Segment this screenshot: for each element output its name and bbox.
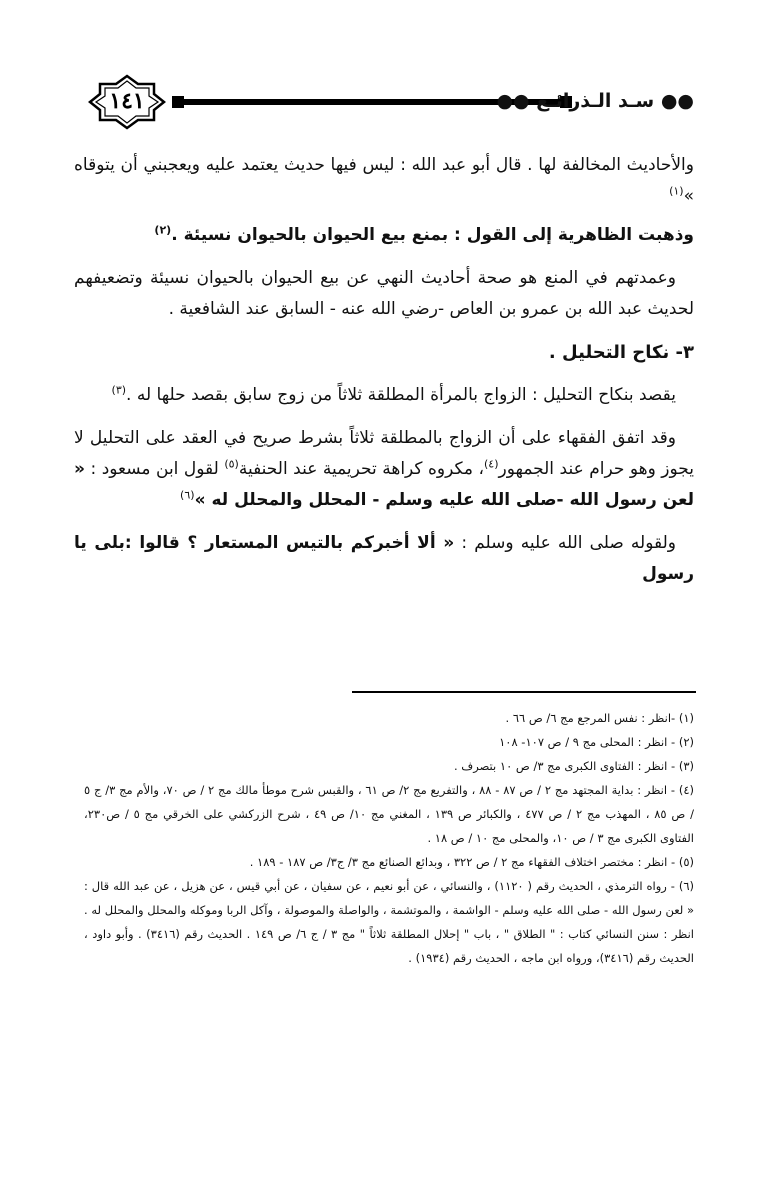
footnote-ref: (٤) (483, 457, 499, 471)
paragraph-text: لقول ابن مسعود : (84, 459, 225, 479)
title-tail-dots: ●● (496, 90, 530, 112)
page-number: ١٤١ (109, 88, 145, 114)
paragraph-bold (74, 220, 694, 251)
paragraph-text: وقد اتفق الفقهاء على أن الزواج بالمطلقة ثلاثاً بشرط صريح في العقد على التحليل لا يجوز وهو حرام عند الجمهور (74, 428, 694, 479)
main-text (74, 150, 694, 602)
header-rule-block (172, 96, 184, 108)
hadith-quote: « لعن رسول الله -صلى الله عليه وسلم - المحلل والمحلل له » (74, 459, 694, 510)
footnote-ref: (١) (669, 184, 684, 198)
footnote: (٥) - انظر : مختصر اختلاف الفقهاء مج ٢ / ص ٣٢٢ ، وبدائع الصنائع مج ٣/ ج٣/ ص ١٨٧ - ١٨٩ . (249, 855, 694, 869)
footnote-ref: (٣) (111, 383, 127, 397)
running-title (496, 86, 694, 116)
paragraph-text: ، مكروه كراهة تحريمية عند الحنفية (238, 459, 484, 479)
paragraph (74, 423, 694, 516)
paragraph-text: وذهبت الظاهرية إلى القول : بمنع بيع الحيوان بالحيوان نسيئة . (171, 225, 694, 245)
page-number-frame (88, 74, 166, 130)
section-heading: ٣- نكاح التحليل . (548, 342, 694, 363)
footnote-ref: (٦) (180, 488, 195, 502)
footnote: (٣) - انظر : الفتاوى الكبرى مج ٣/ ص ١٠ بتصرف . (454, 759, 694, 773)
footnote-ref: (٢) (154, 223, 172, 237)
footnote: (٤) - انظر : بداية المجتهد مج ٢ / ص ٨٧ - ٨٨ ، والتفريع مج ٢/ ص ٦١ ، والقبس شرح موطأ مالك مج ٢ / ص ٧٠، والأم مج ٣/ ج ٥ / ص ٨٥ ، المهذب مج ٢ / ص ٤٧٧ ، والكبائر ص ١٣٩ ، المغني مج ١٠/ ص ٤٩ ، شرح الزركشي على الخرقي مج ٥ / ص٢٣٠، الفتاوى الكبرى مج ٣ / ص ١٠، والمحلى مج ١٠ / ص ١٨ . (84, 783, 695, 845)
paragraph-text: ولقوله صلى الله عليه وسلم : (454, 533, 676, 553)
paragraph (74, 528, 694, 590)
footnote-ref: (٥) (224, 457, 239, 471)
footnote: (١) -انظر : نفس المرجع مج ٦/ ص ٦٦ . (505, 711, 694, 725)
footnote: (٢) - انظر : المحلى مج ٩ / ص ١٠٧- ١٠٨ (499, 735, 694, 749)
footnote-separator (352, 691, 696, 693)
title-dots: ●● (660, 90, 694, 112)
hadith-quote: « ألا أخبركم بالتيس المستعار ؟ قالوا :بلى يا رسول (74, 533, 694, 584)
paragraph-text: يقصد بنكاح التحليل : الزواج بالمرأة المطلقة ثلاثاً من زوج سابق بقصد حلها له . (126, 385, 676, 405)
paragraph: وعمدتهم في المنع هو صحة أحاديث النهي عن بيع الحيوان بالحيوان نسيئة وتضعيفهم لحديث عبد الله بن عمرو بن العاص -رضي الله عنه - السابق عند الشافعية . (74, 268, 694, 319)
running-title-text: سـد الـذرائـع (536, 90, 655, 112)
running-header (88, 74, 694, 130)
paragraph (74, 150, 694, 212)
footnote: (٦) - رواه الترمذي ، الحديث رقم ( ١١٢٠) ، والنسائي ، عن أبو نعيم ، عن سفيان ، عن أبي قيس ، عن هزيل ، عن عبد الله قال : « لعن رسول الله - صلى الله عليه وسلم - الواشمة ، والموتشمة ، والواصلة والموصولة ، وآكل الربا وموكله والمحلل والمحلل له . انظر : سنن النسائي كتاب : " الطلاق " ، باب " إحلال المطلقة ثلاثاً " مج ٣ / ج ٦/ ص ١٤٩ . الحديث رقم (٣٤١٦) . وأبو داود ، الحديث رقم (٣٤١٦)، ورواه ابن ماجه ، الحديث رقم (١٩٣٤) . (84, 879, 694, 965)
paragraph-text: والأحاديث المخالفة لها . قال أبو عبد الله : ليس فيها حديث يعتمد عليه ويعجبني أن يتوقاه » (74, 155, 694, 206)
footnotes (84, 706, 694, 970)
paragraph (74, 380, 694, 411)
